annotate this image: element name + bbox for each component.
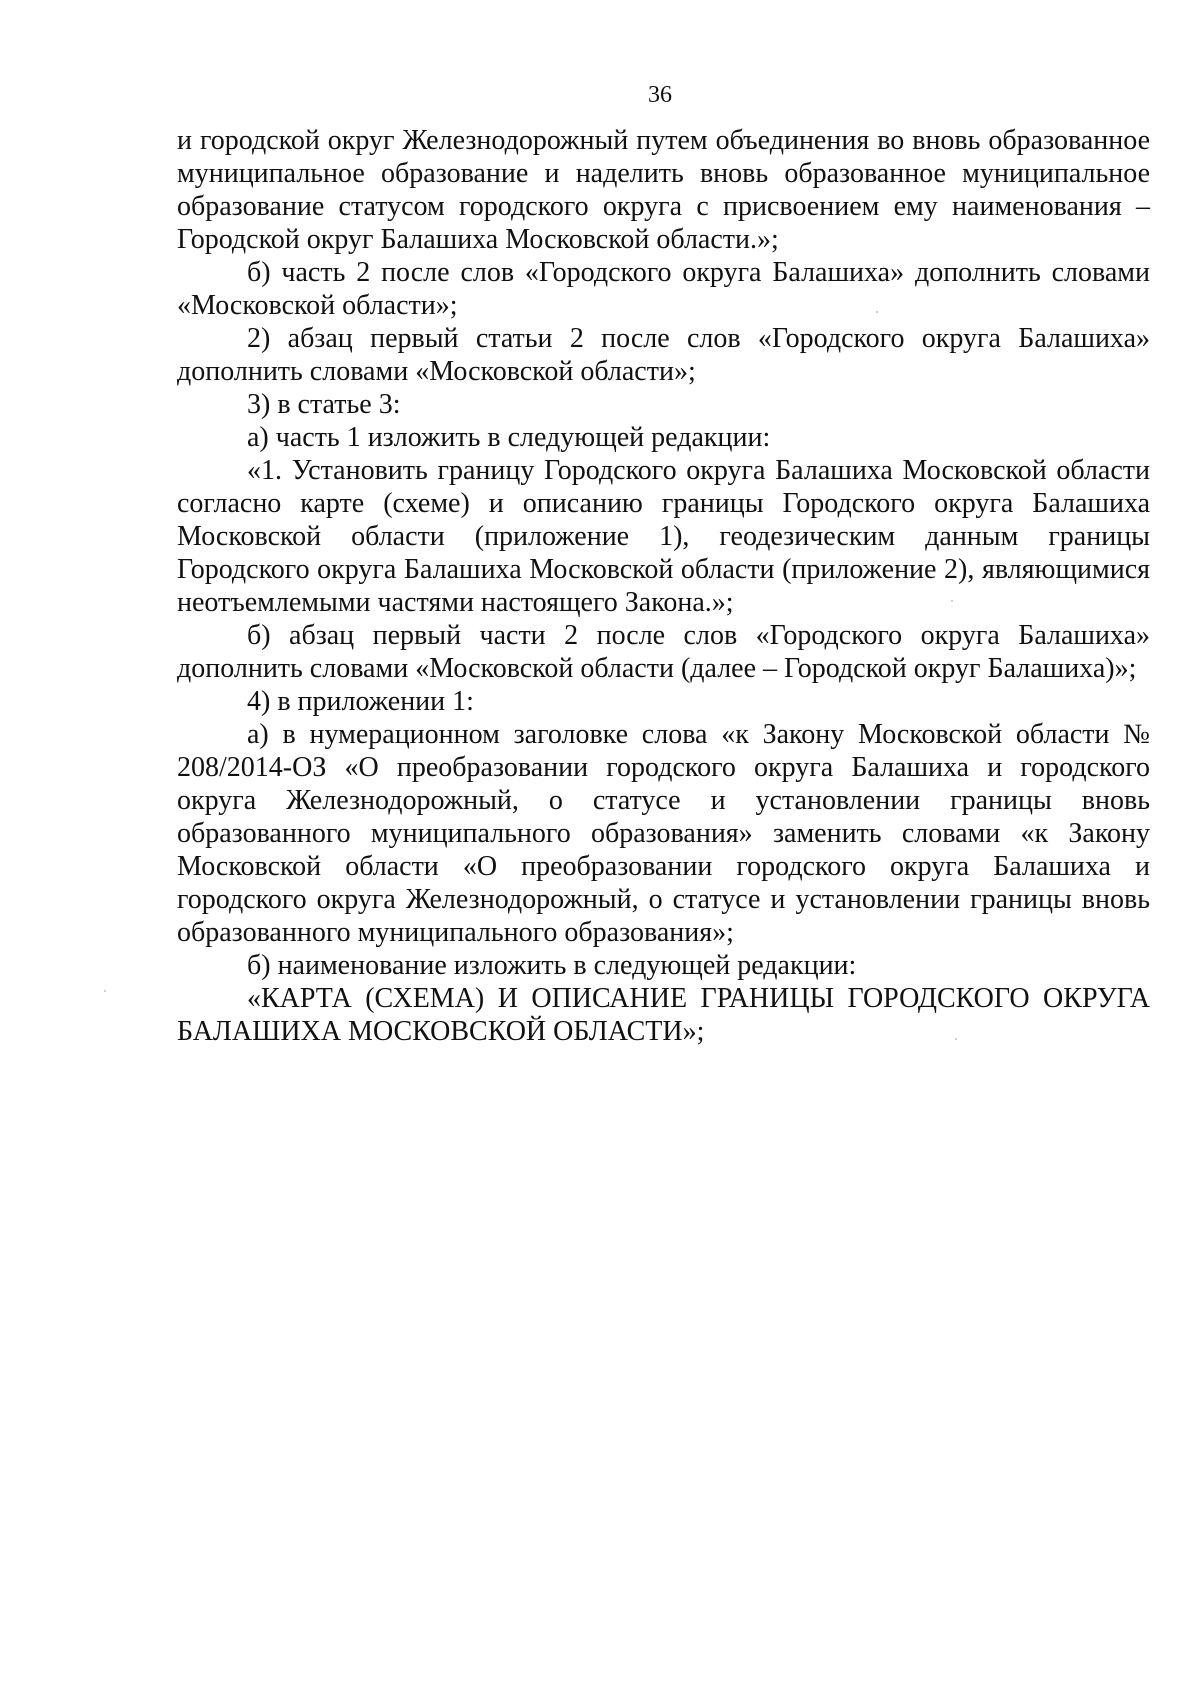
paragraph-3b: б) абзац первый части 2 после слов «Городского округа Балашиха» дополнить словами «Московской области (далее – Городской округ Балашиха)»; bbox=[177, 620, 1150, 684]
paragraph-continuation: и городской округ Железнодорожный путем объединения во вновь образованное муниципальное образование и наделить вновь образованное муниципальное образование статусом городского округа с присвоением ему наименования – Городской округ Балашиха Московской области.»; bbox=[177, 125, 1150, 255]
page-number: 36 bbox=[648, 82, 672, 108]
paragraph-3a: а) часть 1 изложить в следующей редакции: bbox=[247, 422, 771, 453]
document-body bbox=[177, 124, 1150, 1048]
paragraph-4: 4) в приложении 1: bbox=[247, 686, 474, 717]
scan-speck bbox=[955, 1038, 957, 1040]
paragraph-4a: а) в нумерационном заголовке слова «к Закону Московской области № 208/2014-ОЗ «О преобразовании городского округа Балашиха и городского округа Железнодорожный, о статусе и установлении границы вновь образованного муниципального образования» заменить словами «к Закону Московской области «О преобразовании городского округа Балашиха и городского округа Железнодорожный, о статусе и установлении границы вновь образованного муниципального образования»; bbox=[177, 719, 1150, 948]
paragraph-3: 3) в статье 3: bbox=[247, 389, 401, 420]
scan-speck bbox=[876, 311, 878, 313]
paragraph-3a-quote: «1. Установить границу Городского округа Балашиха Московской области согласно карте (схеме) и описанию границы Городского округа Балашиха Московской области (приложение 1), геодезическим данным границы Городского округа Балашиха Московской области (приложение 2), являющимися неотъемлемыми частями настоящего Закона.»; bbox=[177, 455, 1150, 618]
scan-speck bbox=[951, 600, 953, 602]
paragraph-4b: б) наименование изложить в следующей редакции: bbox=[247, 950, 857, 981]
paragraph-2: 2) абзац первый статьи 2 после слов «Городского округа Балашиха» дополнить словами «Московской области»; bbox=[177, 323, 1150, 387]
paragraph-4b-quote: «КАРТА (СХЕМА) И ОПИСАНИЕ ГРАНИЦЫ ГОРОДСКОГО ОКРУГА БАЛАШИХА МОСКОВСКОЙ ОБЛАСТИ»; bbox=[177, 983, 1150, 1047]
scan-speck bbox=[104, 990, 106, 992]
paragraph-1b: б) часть 2 после слов «Городского округа Балашиха» дополнить словами «Московской области»; bbox=[177, 257, 1150, 321]
